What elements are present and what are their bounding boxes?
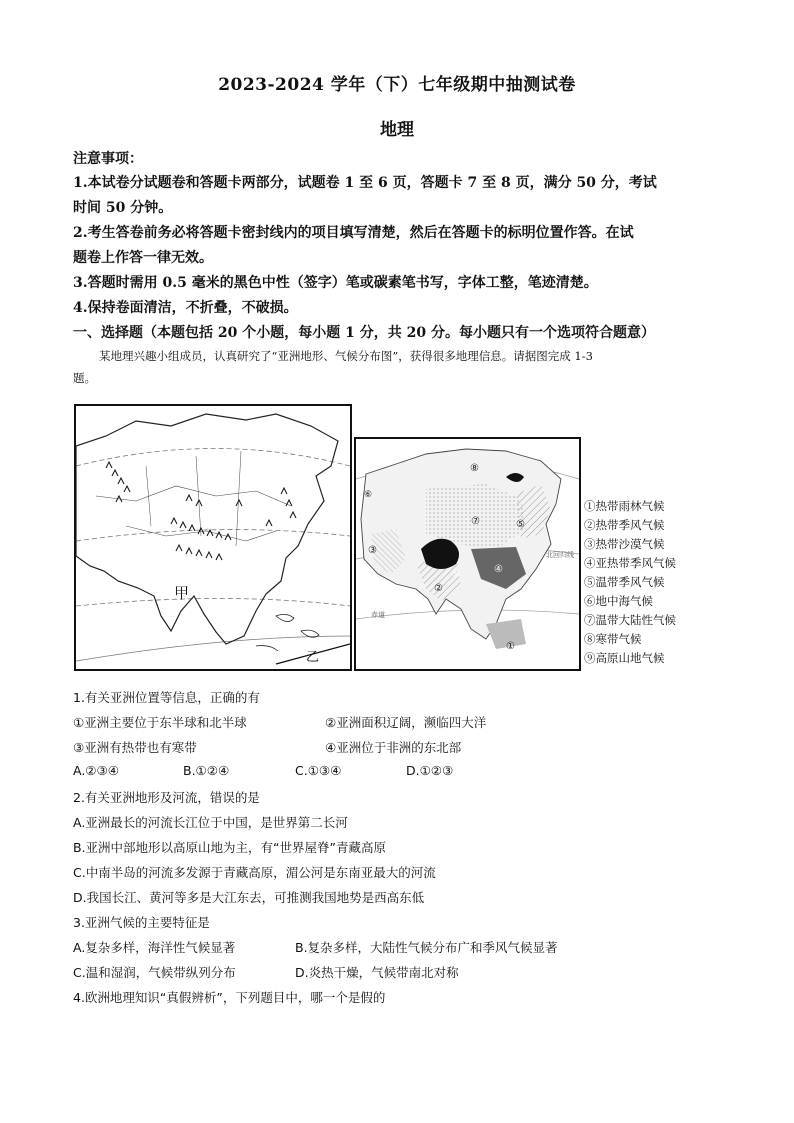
legend-item: ⑧寒带气候 <box>584 632 642 646</box>
intro-line-1: 某地理兴趣小组成员，认真研究了“亚洲地形、气候分布图”，获得很多地理信息。请据图完成 1-3 <box>99 349 593 363</box>
q1-option-a: A.②③④ <box>73 763 119 778</box>
svg-text:北回归线: 北回归线 <box>546 551 574 559</box>
svg-text:赤道: 赤道 <box>371 611 385 619</box>
section-heading: 一、选择题（本题包括 20 个小题，每小题 1 分，共 20 分。每小题只有一个选项符合题意） <box>73 325 655 341</box>
notes-line-1: 1.本试卷分试题卷和答题卡两部分，试题卷 1 至 6 页，答题卡 7 至 8 页，满分 50 分，考试 <box>73 175 657 191</box>
q1-statement-4: ④亚洲位于非洲的东北部 <box>325 740 462 755</box>
q3-option-a: A.复杂多样，海洋性气候显著 <box>73 940 236 955</box>
asia-terrain-map <box>74 404 352 671</box>
svg-text:⑨: ⑨ <box>452 569 461 580</box>
notes-line-3: 2.考生答卷前务必将答题卡密封线内的项目填写清楚，然后在答题卡的标明位置作答。在试 <box>73 225 634 241</box>
legend-item: ②热带季风气候 <box>584 518 665 532</box>
q3-option-c: C.温和湿润，气候带纵列分布 <box>73 965 236 980</box>
intro-paragraph <box>73 345 723 389</box>
q3-option-d: D.炎热干燥，气候带南北对称 <box>295 965 459 980</box>
q2-option-d: D.我国长江、黄河等多是大江东去，可推测我国地势是西高东低 <box>73 890 425 905</box>
question-1-stem: 1.有关亚洲位置等信息，正确的有 <box>73 690 260 705</box>
legend-item: ④亚热带季风气候 <box>584 556 676 570</box>
q1-statement-3: ③亚洲有热带也有寒带 <box>73 740 197 755</box>
svg-text:⑤: ⑤ <box>516 519 525 530</box>
climate-legend <box>584 497 676 668</box>
question-3-stem: 3.亚洲气候的主要特征是 <box>73 915 210 930</box>
legend-item: ③热带沙漠气候 <box>584 537 665 551</box>
asia-climate-map <box>354 437 581 671</box>
legend-item: ⑥地中海气候 <box>584 594 653 608</box>
label-jia: 甲 <box>174 584 190 602</box>
q3-option-b: B.复杂多样，大陆性气候分布广和季风气候显著 <box>295 940 558 955</box>
label-yi: 乙 <box>306 650 320 665</box>
question-4-stem: 4.欧洲地理知识“真假辨析”，下列题目中，哪一个是假的 <box>73 990 386 1005</box>
exam-title: 2023-2024 学年（下）七年级期中抽测试卷 <box>218 75 576 95</box>
notes-heading: 注意事项： <box>73 151 143 167</box>
legend-item: ⑦温带大陆性气候 <box>584 613 676 627</box>
q1-statement-2: ②亚洲面积辽阔，濒临四大洋 <box>325 715 487 730</box>
notes-line-4: 题卷上作答一律无效。 <box>73 250 213 266</box>
question-2-stem: 2.有关亚洲地形及河流，错误的是 <box>73 790 260 805</box>
svg-text:⑥: ⑥ <box>364 490 373 500</box>
q1-option-d: D.①②③ <box>406 763 454 778</box>
svg-text:④: ④ <box>494 564 503 575</box>
subject-title: 地理 <box>380 120 414 140</box>
q1-statement-1: ①亚洲主要位于东半球和北半球 <box>73 715 247 730</box>
svg-text:①: ① <box>506 641 515 652</box>
terrain-map-drawing <box>76 406 350 669</box>
q2-option-b: B.亚洲中部地形以高原山地为主，有“世界屋脊”青藏高原 <box>73 840 387 855</box>
notes-line-5: 3.答题时需用 0.5 毫米的黑色中性（签字）笔或碳素笔书写，字体工整，笔迹清楚。 <box>73 275 598 291</box>
q1-option-b: B.①②④ <box>183 763 230 778</box>
svg-text:②: ② <box>434 583 443 594</box>
legend-item: ⑤温带季风气候 <box>584 575 665 589</box>
legend-item: ⑨高原山地气候 <box>584 651 665 665</box>
svg-text:⑦: ⑦ <box>471 516 480 527</box>
climate-map-drawing <box>356 439 579 669</box>
svg-text:⑧: ⑧ <box>470 463 479 474</box>
notes-line-6: 4.保持卷面清洁，不折叠，不破损。 <box>73 300 298 316</box>
q2-option-a: A.亚洲最长的河流长江位于中国，是世界第二长河 <box>73 815 348 830</box>
legend-item: ①热带雨林气候 <box>584 499 665 513</box>
intro-line-2: 题。 <box>73 371 96 385</box>
q1-option-c: C.①③④ <box>295 763 342 778</box>
notes-line-2: 时间 50 分钟。 <box>73 200 173 216</box>
q2-option-c: C.中南半岛的河流多发源于青藏高原，湄公河是东南亚最大的河流 <box>73 865 436 880</box>
svg-text:③: ③ <box>368 545 377 556</box>
